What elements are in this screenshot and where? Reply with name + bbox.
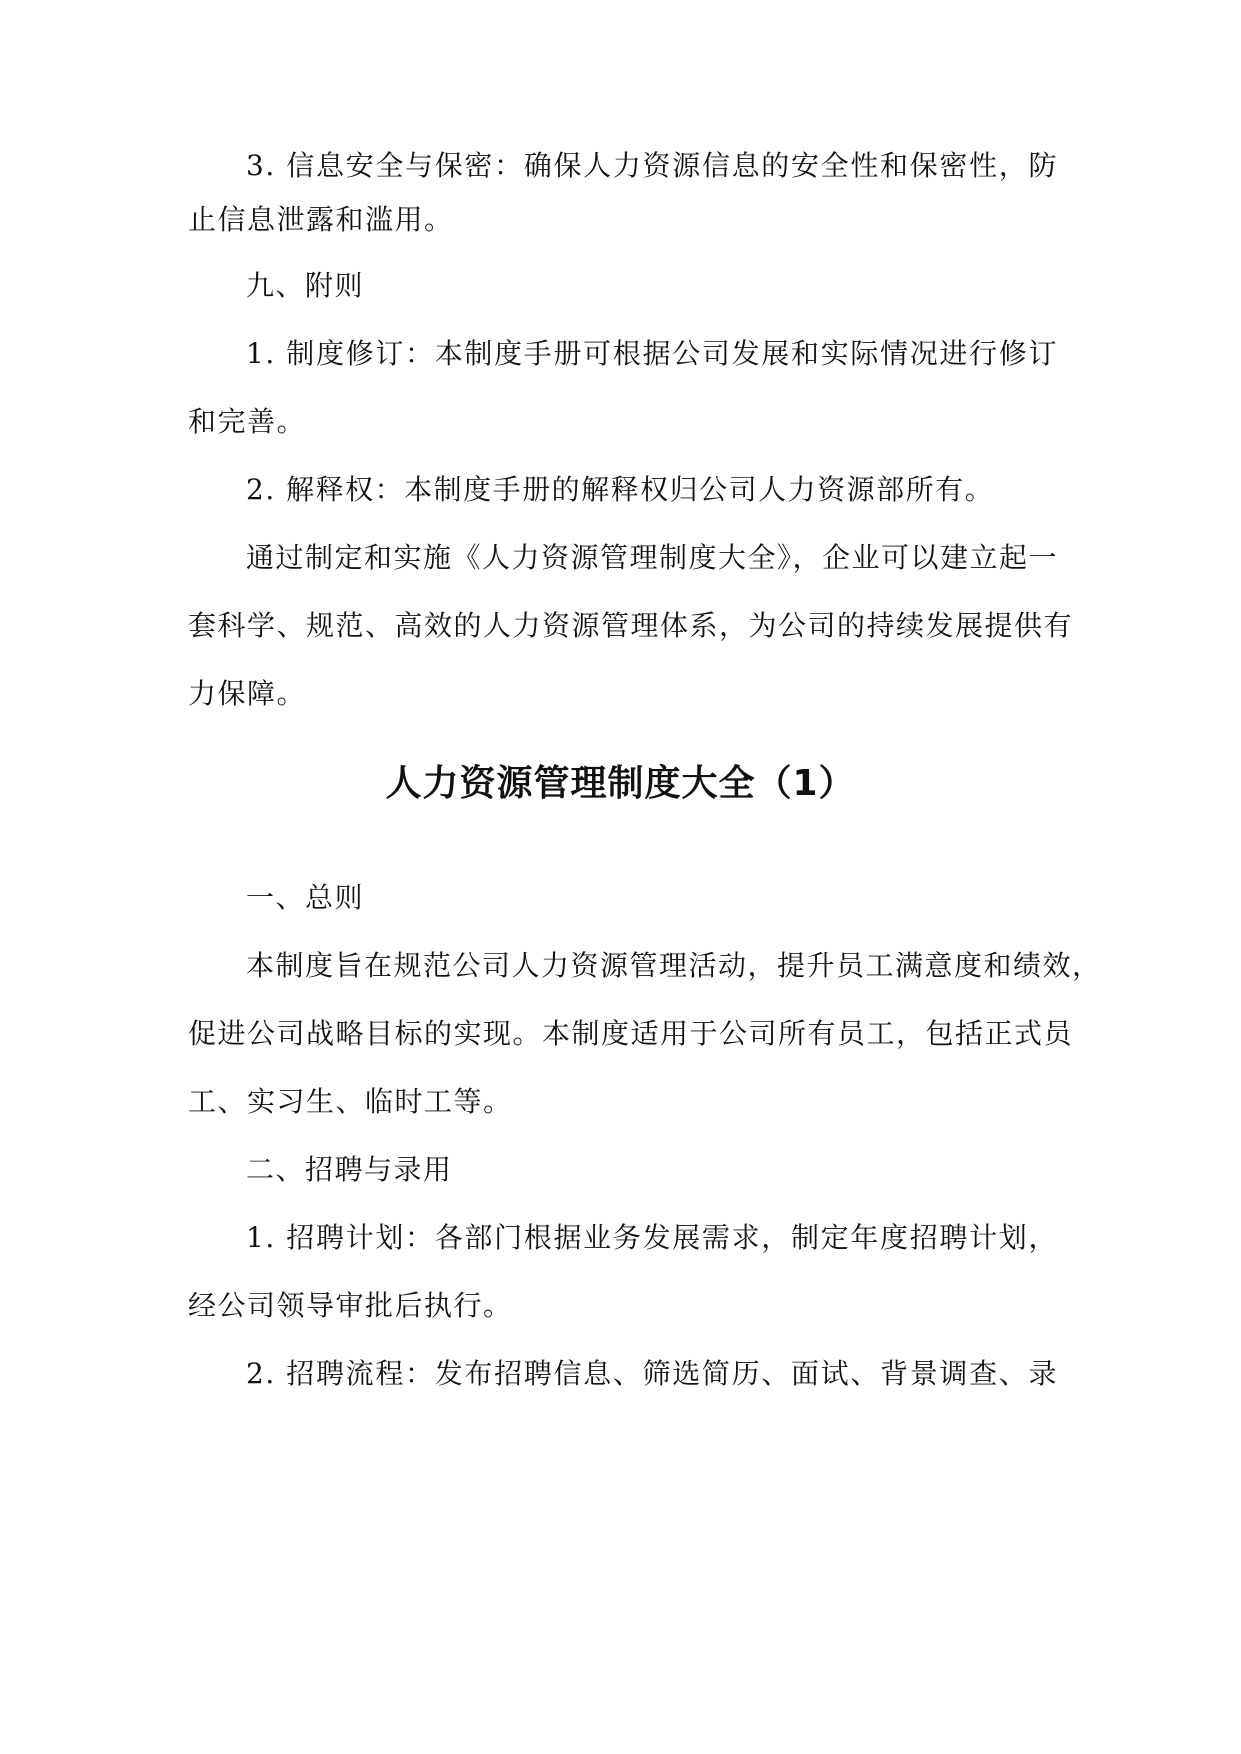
paragraph-line: 通过制定和实施《人力资源管理制度大全》，企业可以建立起一	[246, 541, 1059, 574]
paragraph-line: 3. 信息安全与保密：确保人力资源信息的安全性和保密性，防	[246, 149, 1058, 182]
paragraph-line: 工、实习生、临时工等。	[188, 1085, 513, 1118]
paragraph-line: 止信息泄露和滥用。	[188, 203, 454, 236]
page-title: 人力资源管理制度大全（1）	[385, 763, 856, 804]
paragraph-line: 1. 制度修订：本制度手册可根据公司发展和实际情况进行修订	[246, 337, 1058, 370]
paragraph-line: 1. 招聘计划：各部门根据业务发展需求，制定年度招聘计划，	[246, 1221, 1058, 1254]
paragraph-line: 经公司领导审批后执行。	[188, 1289, 513, 1322]
section-heading: 九、附则	[246, 269, 365, 302]
paragraph-line: 促进公司战略目标的实现。本制度适用于公司所有员工，包括正式员	[188, 1017, 1074, 1050]
section-heading: 二、招聘与录用	[246, 1153, 453, 1186]
paragraph-line: 力保障。	[188, 677, 307, 710]
paragraph-line: 本制度旨在规范公司人力资源管理活动，提升员工满意度和绩效，	[246, 949, 1102, 982]
section-heading: 一、总则	[246, 881, 365, 914]
paragraph-line: 2. 解释权：本制度手册的解释权归公司人力资源部所有。	[246, 473, 995, 506]
paragraph-line: 和完善。	[188, 405, 307, 438]
paragraph-line: 2. 招聘流程：发布招聘信息、筛选简历、面试、背景调查、录	[246, 1357, 1058, 1390]
paragraph-line: 套科学、规范、高效的人力资源管理体系，为公司的持续发展提供有	[188, 609, 1074, 642]
